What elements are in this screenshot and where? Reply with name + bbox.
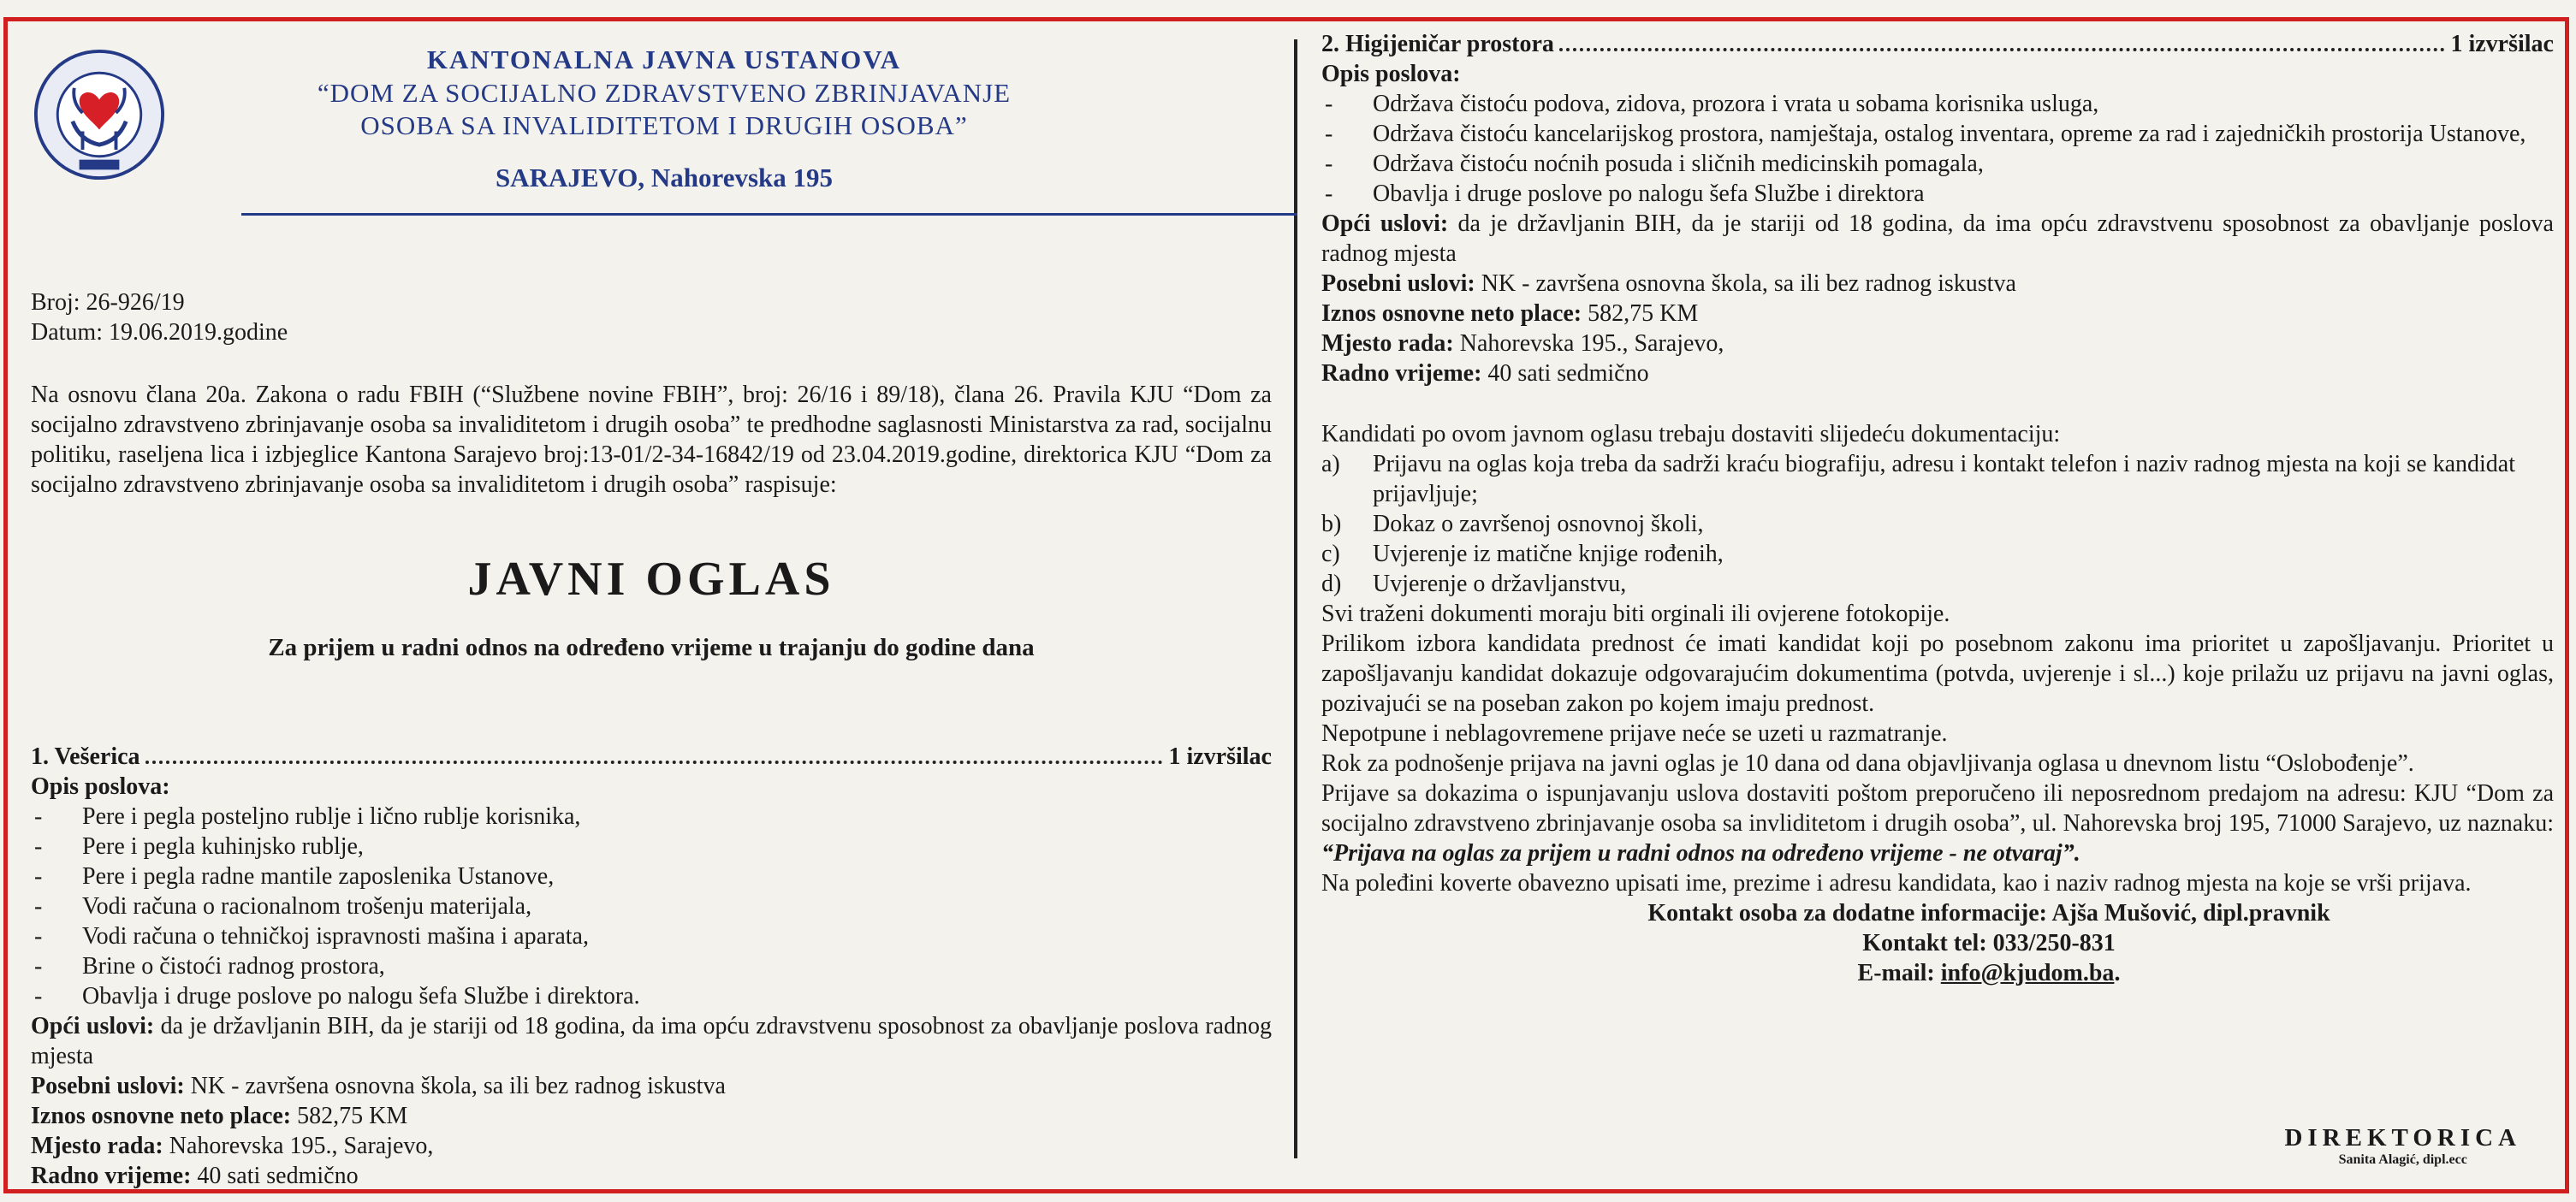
ad-header <box>31 39 1272 210</box>
list-item: - Obavlja i druge poslove po nalogu šefa Službe i direktora <box>1321 179 2554 209</box>
value: 40 sati sedmično <box>191 1163 359 1189</box>
note-submission: Prijave sa dokazima o ispunjavanju uslova dostaviti poštom preporučeno ili neposrednom predajom na adresu: KJU “Dom za socijalno zdravstveno zbrinjavanje osoba sa invliditetom i drugih osoba”, ul. Nahorevska broj 195, 71000 Sarajevo, uz naznaku: “Prijava na oglas za prijem u radni odnos na određeno vrijeme - ne otvaraj”. <box>1321 780 2554 867</box>
note-incomplete: Nepotpune i neblagovremene prijave neće se uzeti u razmatranje. <box>1321 720 1948 747</box>
contact-email-line: E-mail: info@kjudom.ba. <box>1857 960 2121 986</box>
value: 582,75 KM <box>1582 300 1699 327</box>
contact-block <box>1321 898 2554 988</box>
list-item: d) Uvjerenje o državljanstvu, <box>1321 571 1627 597</box>
org-address: SARAJEVO, Nahorevska 195 <box>495 163 834 192</box>
job-2-title: 2. Higijeničar prostora <box>1321 31 1554 57</box>
value: Nahorevska 195., Sarajevo, <box>163 1133 434 1159</box>
label: Opći uslovi: <box>31 1013 155 1039</box>
signature-block <box>2284 1124 2521 1168</box>
job-2-heading <box>1321 29 2554 59</box>
value: Nahorevska 195., Sarajevo, <box>1453 330 1724 357</box>
envelope-marking: “Prijava na oglas za prijem u radni odnos na određeno vrijeme - ne otvaraj”. <box>1321 840 2080 867</box>
spacer <box>1321 388 2554 419</box>
documents-list <box>1321 449 2554 599</box>
job-2-salary <box>1321 299 2554 329</box>
list-item: b) Dokaz o završenoj osnovnoj školi, <box>1321 511 1704 537</box>
job-1-count: 1 izvršilac <box>1168 743 1272 770</box>
list-item: - Održava čistoću kancelarijskog prostora, namještaja, ostalog inventara, opreme za rad i zajedničkih prostorija Ustanove, <box>1321 119 2554 149</box>
label: Radno vrijeme: <box>1321 360 1482 387</box>
job-2-duties-list <box>1321 89 2554 209</box>
dot-leader <box>1559 48 2446 51</box>
value: da je državljanin BIH, da je stariji od 18 godina, da ima opću zdravstvenu sposobnost za obavljanje poslova radnog mjesta <box>1321 210 2554 267</box>
signature-name: Sanita Alagić, dipl.ecc <box>2338 1152 2467 1167</box>
value: 40 sati sedmično <box>1481 360 1649 387</box>
job-1-title: 1. Vešerica <box>31 743 140 770</box>
right-column <box>1321 29 2554 988</box>
list-item: - Pere i pegla radne mantile zaposlenika Ustanove, <box>31 862 1272 891</box>
documents-intro: Kandidati po ovom javnom oglasu trebaju dostaviti slijedeću dokumentaciju: <box>1321 421 2061 447</box>
job-2-count: 1 izvršilac <box>2450 31 2554 57</box>
note-envelope: Na poleđini koverte obavezno upisati ime, prezime i adresu kandidata, kao i naziv radnog mjesta na koje se vrši prijava. <box>1321 870 2472 897</box>
job-1-special-conditions <box>31 1071 1272 1101</box>
signature-title: DIREKTORICA <box>2284 1124 2521 1152</box>
note-originals: Svi traženi dokumenti moraju biti orginali ili ovjerene fotokopije. <box>1321 601 1950 627</box>
label: Iznos osnovne neto place: <box>31 1103 292 1129</box>
job-1-duties-label: Opis poslova: <box>31 773 170 800</box>
list-item: - Pere i pegla kuhinjsko rublje, <box>31 832 1272 862</box>
label: Iznos osnovne neto place: <box>1321 300 1582 327</box>
documents-section <box>1321 419 2554 599</box>
contact-person: Kontakt osoba za dodatne informacije: Ajša Mušović, dipl.pravnik <box>1647 900 2330 927</box>
institution-logo <box>33 48 166 181</box>
note-priority: Prilikom izbora kandidata prednost će imati kandidat koji po posebnom zakonu ima prioritet u zapošljavanju. Prioritet u zapošljavanju kandidat dokazuje odgovarajućim dokumentima (potvda, uvjerenje i sl...) koje prilažu uz prijavu na javni oglas, pozivajući se na poseban zakon po kojem imaju prednost. <box>1321 631 2554 717</box>
email-link[interactable]: info@kjudom.ba <box>1940 960 2115 986</box>
job-1-salary <box>31 1101 1272 1131</box>
label: Posebni uslovi: <box>31 1073 185 1099</box>
job-2-workplace <box>1321 329 2554 358</box>
value: 582,75 KM <box>291 1103 408 1129</box>
column-divider <box>1294 39 1297 1158</box>
document-meta <box>31 287 1272 347</box>
list-item: - Brine o čistoći radnog prostora, <box>31 951 1272 981</box>
list-item: c) Uvjerenje iz matične knjige rođenih, <box>1321 541 1724 567</box>
value: NK - završena osnovna škola, sa ili bez radnog iskustva <box>184 1073 726 1099</box>
label: Mjesto rada: <box>1321 330 1454 357</box>
list-item: - Obavlja i druge poslove po nalogu šefa Službe i direktora. <box>31 981 1272 1011</box>
label: Opći uslovi: <box>1321 210 1449 237</box>
job-1-working-hours <box>31 1161 1272 1191</box>
contact-phone: Kontakt tel: 033/250-831 <box>1862 930 2116 956</box>
left-column <box>31 39 1272 1191</box>
notes-section <box>1321 599 2554 898</box>
job-1-general-conditions <box>31 1011 1272 1071</box>
label: Mjesto rada: <box>31 1133 163 1159</box>
job-2-duties-label: Opis poslova: <box>1321 61 1461 87</box>
job-2-general-conditions <box>1321 209 2554 269</box>
org-line-1: KANTONALNA JAVNA USTANOVA <box>426 44 902 74</box>
org-line-3: OSOBA SA INVALIDITETOM I DRUGIH OSOBA” <box>360 110 968 140</box>
job-1-heading <box>31 742 1272 772</box>
ad-subtitle: Za prijem u radni odnos na određeno vrijeme u trajanju do godine dana <box>268 634 1035 661</box>
intro-paragraph: Na osnovu člana 20a. Zakona o radu FBIH (“Službene novine FBIH”, broj: 26/16 i 89/18), člana 26. Pravila KJU “Dom za socijalno zdravstveno zbrinjavanje osoba sa invaliditetom i drugih osoba” te predhodne saglasnosti Ministarstva za rad, socijalnu politiku, raseljena lica i izbjeglice Kantona Sarajevo broj:13-01/2-34-16842/19 od 23.04.2019.godine, direktorica KJU “Dom za socijalno zdravstveno zbrinjavanje osoba sa invaliditetom i drugih osoba” raspisuje: <box>31 382 1272 498</box>
value: NK - završena osnovna škola, sa ili bez radnog iskustva <box>1475 270 2016 297</box>
job-2-working-hours <box>1321 358 2554 388</box>
list-item: - Pere i pegla posteljno rublje i lično rublje korisnika, <box>31 802 1272 832</box>
job-2-special-conditions <box>1321 269 2554 299</box>
ad-title: JAVNI OGLAS <box>467 553 835 606</box>
list-item: - Vodi računa o tehničkoj ispravnosti mašina i aparata, <box>31 921 1272 951</box>
job-1 <box>31 742 1272 1191</box>
header-rule <box>241 213 1297 216</box>
list-item: - Vodi računa o racionalnom trošenju materijala, <box>31 891 1272 921</box>
list-item: - Održava čistoću noćnih posuda i sličnih medicinskih pomagala, <box>1321 149 2554 179</box>
value: da je državljanin BIH, da je stariji od 18 godina, da ima opću zdravstvenu sposobnost za obavljanje poslova radnog mjesta <box>31 1013 1272 1069</box>
note-deadline: Rok za podnošenje prijava na javni oglas je 10 dana od dana objavljivanja oglasa u dnevnom listu “Oslobođenje”. <box>1321 750 2414 777</box>
document-date: Datum: 19.06.2019.godine <box>31 319 288 346</box>
label: Radno vrijeme: <box>31 1163 192 1189</box>
job-1-duties-list <box>31 802 1272 1011</box>
institution-name-block <box>219 43 1109 195</box>
document-number: Broj: 26-926/19 <box>31 289 185 316</box>
list-item: a) Prijavu na oglas koja treba da sadrži kraću biografiju, adresu i kontakt telefon i naziv radnog mjesta na koji se kandidat prijavljuje; <box>1321 451 2516 507</box>
label: Posebni uslovi: <box>1321 270 1475 297</box>
org-line-2: “DOM ZA SOCIJALNO ZDRAVSTVENO ZBRINJAVANJE <box>317 78 1012 108</box>
job-2 <box>1321 29 2554 388</box>
dot-leader <box>145 761 1164 764</box>
list-item: - Održava čistoću podova, zidova, prozora i vrata u sobama korisnika usluga, <box>1321 89 2554 119</box>
job-1-workplace <box>31 1131 1272 1161</box>
